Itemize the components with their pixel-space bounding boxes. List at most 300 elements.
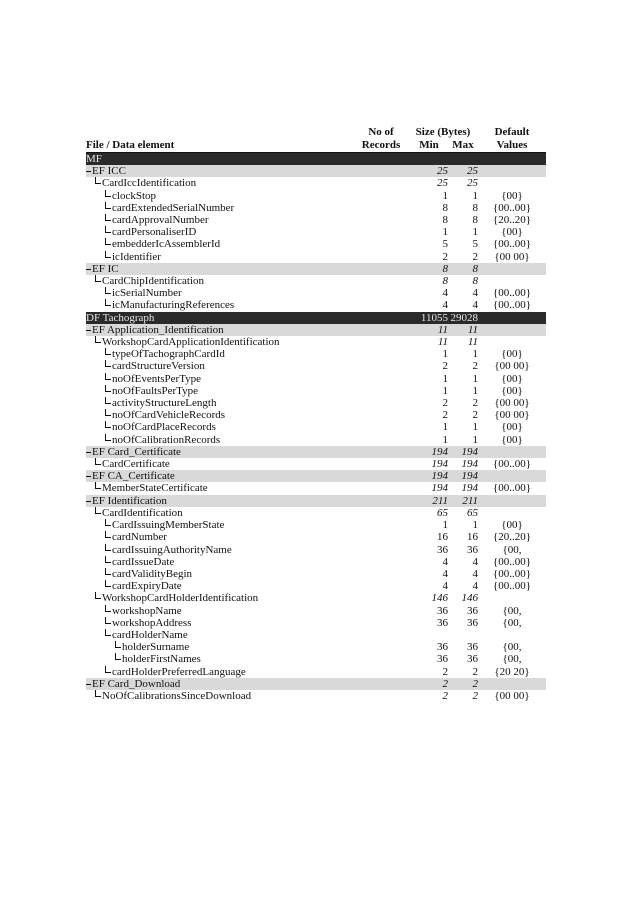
default-value-cell: {00 00}	[494, 689, 530, 702]
size-min-cell: 36	[437, 616, 448, 629]
size-max-cell: 2	[448, 678, 478, 690]
default-value-cell: {00}	[501, 384, 523, 397]
element-name: noOfFaultsPerType	[112, 384, 198, 397]
records-cell	[352, 385, 410, 397]
records-cell	[352, 165, 410, 177]
tree-connector-horizontal	[95, 342, 101, 343]
tree-branch	[86, 617, 352, 629]
size-max-cell: 8	[448, 263, 478, 275]
size-max-cell: 29028	[448, 312, 478, 324]
element-name-cell	[86, 605, 352, 617]
tree-connector-horizontal	[105, 415, 111, 416]
records-cell	[352, 641, 410, 653]
table-row	[86, 409, 546, 421]
table-row	[86, 495, 546, 507]
tree-branch	[86, 165, 352, 177]
tree-connector-horizontal	[105, 623, 111, 624]
size-min-cell	[410, 153, 448, 166]
element-name-cell	[86, 251, 352, 263]
size-min-cell: 2	[442, 360, 448, 373]
tree-connector-horizontal	[105, 354, 111, 355]
data-element-table	[86, 126, 546, 702]
element-name: CardIdentification	[102, 506, 183, 519]
tree-branch	[86, 238, 352, 250]
table-row	[86, 605, 546, 617]
table-row	[86, 263, 546, 275]
default-value-cell: {00,	[502, 604, 522, 617]
default-value-cell: {00 00}	[494, 397, 530, 410]
size-max-cell: 1	[472, 421, 478, 434]
records-cell	[352, 348, 410, 360]
default-value-cell	[478, 470, 546, 482]
records-cell	[352, 275, 410, 287]
tree-connector-horizontal	[105, 220, 111, 221]
size-max-cell: 36	[467, 653, 478, 666]
default-value-cell: {00}	[501, 519, 523, 532]
size-min-cell: 194	[431, 458, 448, 471]
element-name: cardPersonaliserID	[112, 226, 197, 239]
size-min-cell: 36	[437, 641, 448, 654]
tree-branch	[86, 409, 352, 421]
tree-connector-horizontal	[105, 403, 111, 404]
tree-connector-horizontal	[86, 452, 91, 453]
records-cell	[352, 214, 410, 226]
element-name: cardIssueDate	[112, 555, 175, 568]
table-row	[86, 165, 546, 177]
tree-branch	[86, 446, 352, 458]
size-max-cell: 211	[448, 495, 478, 507]
tree-branch	[86, 226, 352, 238]
element-name: cardIssuingAuthorityName	[112, 543, 232, 556]
table-row	[86, 592, 546, 604]
element-name: cardStructureVersion	[112, 360, 205, 373]
size-min-cell: 8	[442, 201, 448, 214]
tree-branch	[86, 495, 352, 507]
size-max-cell: 65	[467, 506, 478, 519]
element-name: typeOfTachographCardId	[112, 348, 225, 361]
tree-branch	[86, 421, 352, 433]
records-cell	[352, 409, 410, 421]
default-value-cell: {00..00}	[492, 555, 532, 568]
size-min-cell: 1	[442, 519, 448, 532]
tree-connector-horizontal	[105, 672, 111, 673]
element-name-cell	[86, 531, 352, 543]
element-name: cardExpiryDate	[112, 580, 182, 593]
tree-branch	[86, 251, 352, 263]
default-value-cell	[478, 263, 546, 275]
tree-connector-horizontal	[86, 501, 91, 502]
records-cell	[352, 421, 410, 433]
size-min-cell: 16	[437, 531, 448, 544]
table-row	[86, 434, 546, 446]
tree-branch	[86, 580, 352, 592]
element-name-cell	[86, 360, 352, 372]
size-min-cell: 2	[442, 689, 448, 702]
table-row	[86, 238, 546, 250]
tree-branch	[86, 544, 352, 556]
element-name: icIdentifier	[112, 250, 161, 263]
element-name-cell	[86, 458, 352, 470]
tree-branch	[86, 397, 352, 409]
element-name: noOfCardPlaceRecords	[112, 421, 216, 434]
records-cell	[352, 592, 410, 604]
header-max: Max	[452, 139, 474, 151]
tree-connector-horizontal	[95, 598, 101, 599]
size-max-cell: 194	[461, 482, 478, 495]
size-max-cell	[448, 153, 478, 166]
table-row	[86, 324, 546, 336]
size-min-cell: 146	[431, 592, 448, 605]
default-value-cell	[478, 336, 546, 348]
size-max-cell: 4	[472, 580, 478, 593]
default-value-cell	[478, 678, 546, 690]
size-max-cell: 16	[467, 531, 478, 544]
size-min-cell: 4	[442, 567, 448, 580]
element-name: NoOfCalibrationsSinceDownload	[102, 689, 252, 702]
records-cell	[352, 287, 410, 299]
table-row	[86, 641, 546, 653]
default-value-cell: {00 00}	[494, 250, 530, 263]
element-name-cell	[86, 324, 352, 336]
element-name-cell	[86, 617, 352, 629]
element-name-cell	[86, 690, 352, 702]
element-name-cell	[86, 336, 352, 348]
tree-connector-horizontal	[105, 391, 111, 392]
default-value-cell	[478, 324, 546, 336]
table-header	[86, 126, 546, 153]
tree-branch	[86, 177, 352, 189]
default-value-cell: {00..00}	[492, 458, 532, 471]
tree-connector-horizontal	[95, 183, 101, 184]
size-max-cell: 2	[472, 409, 478, 422]
element-name-cell	[86, 519, 352, 531]
table-row	[86, 153, 546, 166]
default-value-cell: {00}	[501, 348, 523, 361]
size-max-cell: 1	[472, 433, 478, 446]
table-row	[86, 421, 546, 433]
element-name-cell	[86, 275, 352, 287]
size-max-cell: 11	[467, 336, 478, 349]
table-row	[86, 226, 546, 238]
default-value-cell: {20..20}	[492, 531, 532, 544]
element-name-cell	[86, 312, 352, 324]
size-min-cell: 1	[442, 372, 448, 385]
element-name: WorkshopCardApplicationIdentification	[102, 336, 280, 349]
element-name: embedderIcAssemblerId	[112, 238, 221, 251]
table-row	[86, 202, 546, 214]
table-row	[86, 482, 546, 494]
element-name-cell	[86, 348, 352, 360]
table-row	[86, 544, 546, 556]
element-name-cell	[86, 653, 352, 665]
tree-connector-horizontal	[105, 525, 111, 526]
element-name-cell	[86, 666, 352, 678]
element-name-cell	[86, 507, 352, 519]
element-name: EF Card_Download	[92, 677, 181, 690]
element-name: icSerialNumber	[112, 287, 182, 300]
tree-connector-horizontal	[95, 513, 101, 514]
default-value-cell	[478, 629, 546, 641]
element-name: workshopAddress	[112, 616, 192, 629]
tree-branch	[86, 385, 352, 397]
tree-connector-horizontal	[86, 330, 91, 331]
tree-connector-horizontal	[105, 427, 111, 428]
records-cell	[352, 580, 410, 592]
records-cell	[352, 507, 410, 519]
records-cell	[352, 397, 410, 409]
size-max-cell: 11	[448, 324, 478, 336]
default-value-cell: {00..00}	[492, 287, 532, 300]
element-name-cell	[86, 482, 352, 494]
table-row	[86, 214, 546, 226]
element-name: CardCertificate	[102, 458, 170, 471]
records-cell	[352, 238, 410, 250]
records-cell	[352, 629, 410, 641]
size-min-cell: 1	[442, 433, 448, 446]
size-max-cell: 25	[467, 177, 478, 190]
tree-branch	[86, 263, 352, 275]
tree-connector-horizontal	[105, 574, 111, 575]
tree-branch	[86, 287, 352, 299]
default-value-cell: {00..00}	[492, 201, 532, 214]
table-row	[86, 458, 546, 470]
size-max-cell: 194	[448, 446, 478, 458]
element-name: EF IC	[92, 262, 119, 275]
tree-branch	[86, 373, 352, 385]
records-cell	[352, 312, 410, 324]
tree-branch	[86, 653, 352, 665]
size-max-cell: 1	[472, 189, 478, 202]
element-name: cardValidityBegin	[112, 567, 193, 580]
default-value-cell	[478, 495, 546, 507]
element-name-cell	[86, 177, 352, 189]
table-row	[86, 617, 546, 629]
default-value-cell: {00..00}	[492, 238, 532, 251]
size-max-cell: 4	[472, 299, 478, 312]
tree-branch	[86, 202, 352, 214]
size-max-cell: 1	[472, 519, 478, 532]
table-row	[86, 385, 546, 397]
default-value-cell: {00..00}	[492, 580, 532, 593]
tree-branch	[86, 434, 352, 446]
element-name-cell	[86, 214, 352, 226]
element-name-cell	[86, 287, 352, 299]
size-min-cell: 1	[442, 189, 448, 202]
size-max-cell: 194	[448, 470, 478, 482]
size-max-cell: 146	[461, 592, 478, 605]
table-row	[86, 397, 546, 409]
element-name: noOfCardVehicleRecords	[112, 409, 226, 422]
element-name-cell	[86, 470, 352, 482]
default-value-cell	[478, 312, 546, 324]
size-max-cell: 2	[472, 360, 478, 373]
size-min-cell: 11	[410, 324, 448, 336]
size-min-cell: 5	[442, 238, 448, 251]
tree-connector-horizontal	[86, 684, 91, 685]
records-cell	[352, 653, 410, 665]
tree-branch	[86, 556, 352, 568]
records-cell	[352, 666, 410, 678]
records-cell	[352, 482, 410, 494]
element-name: holderFirstNames	[122, 653, 201, 666]
size-max-cell: 4	[472, 567, 478, 580]
element-name-cell	[86, 165, 352, 177]
tree-branch	[86, 336, 352, 348]
element-name-cell	[86, 421, 352, 433]
size-max-cell: 1	[472, 348, 478, 361]
tree-connector-horizontal	[115, 647, 121, 648]
tree-connector-horizontal	[86, 171, 91, 172]
size-max-cell: 8	[472, 275, 478, 288]
tree-branch	[86, 666, 352, 678]
default-value-cell: {00}	[501, 421, 523, 434]
records-cell	[352, 617, 410, 629]
size-min-cell: 36	[437, 653, 448, 666]
records-cell	[352, 678, 410, 690]
tree-branch	[86, 568, 352, 580]
size-max-cell: 36	[467, 616, 478, 629]
tree-branch	[86, 190, 352, 202]
size-min-cell: 8	[410, 263, 448, 275]
size-min-cell: 2	[410, 678, 448, 690]
records-cell	[352, 299, 410, 311]
table-row	[86, 177, 546, 189]
tree-branch	[86, 641, 352, 653]
element-name: MF	[86, 153, 102, 165]
size-max-cell: 8	[472, 214, 478, 227]
table-row	[86, 629, 546, 641]
size-min-cell: 2	[442, 250, 448, 263]
records-cell	[352, 556, 410, 568]
size-max-cell: 36	[467, 604, 478, 617]
size-max-cell	[448, 629, 478, 641]
element-name: EF Identification	[92, 494, 167, 507]
tree-connector-horizontal	[105, 208, 111, 209]
element-name: workshopName	[112, 604, 182, 617]
records-cell	[352, 202, 410, 214]
size-min-cell: 4	[442, 287, 448, 300]
element-name-cell	[86, 409, 352, 421]
default-value-cell: {00 00}	[494, 409, 530, 422]
default-value-cell	[478, 446, 546, 458]
size-min-cell: 36	[437, 604, 448, 617]
element-name-cell	[86, 385, 352, 397]
header-file-data-element: File / Data element	[86, 126, 352, 153]
table-row	[86, 348, 546, 360]
size-min-cell: 8	[442, 214, 448, 227]
header-size-bytes: Size (Bytes)	[415, 126, 471, 138]
size-min-cell: 36	[437, 543, 448, 556]
table-row	[86, 580, 546, 592]
default-value-cell: {00}	[501, 433, 523, 446]
records-cell	[352, 531, 410, 543]
records-cell	[352, 153, 410, 166]
size-min-cell: 11055	[410, 312, 448, 324]
size-min-cell: 194	[410, 470, 448, 482]
tree-branch	[86, 629, 352, 641]
tree-branch	[86, 324, 352, 336]
records-cell	[352, 458, 410, 470]
default-value-cell: {20 20}	[494, 665, 530, 678]
table-row	[86, 190, 546, 202]
table-row	[86, 690, 546, 702]
size-max-cell: 1	[472, 384, 478, 397]
size-min-cell: 194	[410, 446, 448, 458]
tree-connector-horizontal	[105, 257, 111, 258]
records-cell	[352, 373, 410, 385]
tree-connector-horizontal	[105, 562, 111, 563]
tree-branch	[86, 470, 352, 482]
size-min-cell: 11	[437, 336, 448, 349]
table-row	[86, 519, 546, 531]
tree-connector-horizontal	[105, 550, 111, 551]
size-max-cell: 194	[461, 458, 478, 471]
element-name: WorkshopCardHolderIdentification	[102, 592, 259, 605]
tree-connector-horizontal	[95, 696, 101, 697]
element-name-cell	[86, 373, 352, 385]
tree-branch	[86, 678, 352, 690]
tree-connector-horizontal	[105, 537, 111, 538]
size-min-cell: 1	[442, 421, 448, 434]
default-value-cell	[478, 592, 546, 604]
tree-connector-horizontal	[105, 586, 111, 587]
table-row	[86, 287, 546, 299]
tree-connector-horizontal	[95, 488, 101, 489]
size-max-cell: 4	[472, 287, 478, 300]
size-max-cell: 36	[467, 641, 478, 654]
records-cell	[352, 544, 410, 556]
size-min-cell: 2	[442, 409, 448, 422]
default-value-cell	[478, 275, 546, 287]
default-value-cell: {00,	[502, 616, 522, 629]
element-name-cell	[86, 629, 352, 641]
table-row	[86, 360, 546, 372]
size-min-cell: 1	[442, 226, 448, 239]
tree-connector-horizontal	[105, 635, 111, 636]
default-value-cell: {00,	[502, 543, 522, 556]
tree-branch	[86, 519, 352, 531]
size-min-cell	[410, 629, 448, 641]
size-min-cell: 2	[442, 665, 448, 678]
size-max-cell: 4	[472, 555, 478, 568]
tree-branch	[86, 360, 352, 372]
tree-connector-horizontal	[95, 281, 101, 282]
tree-connector-horizontal	[105, 366, 111, 367]
size-min-cell: 25	[437, 177, 448, 190]
tree-connector-horizontal	[105, 440, 111, 441]
records-cell	[352, 495, 410, 507]
header-no-of-records: No of Records	[352, 126, 410, 153]
element-name: CardChipIdentification	[102, 275, 205, 288]
element-name-cell	[86, 190, 352, 202]
tree-branch	[86, 458, 352, 470]
table-row	[86, 336, 546, 348]
table-row	[86, 507, 546, 519]
table-body	[86, 153, 546, 703]
size-max-cell: 2	[472, 665, 478, 678]
default-value-cell	[478, 177, 546, 189]
element-name: EF CA_Certificate	[92, 470, 175, 483]
element-name: activityStructureLength	[112, 397, 217, 410]
default-value-cell	[478, 153, 546, 166]
tree-branch	[86, 482, 352, 494]
records-cell	[352, 336, 410, 348]
element-name: holderSurname	[122, 641, 190, 654]
tree-branch	[86, 605, 352, 617]
size-max-cell: 2	[472, 689, 478, 702]
size-min-cell: 194	[431, 482, 448, 495]
size-min-cell: 1	[442, 348, 448, 361]
